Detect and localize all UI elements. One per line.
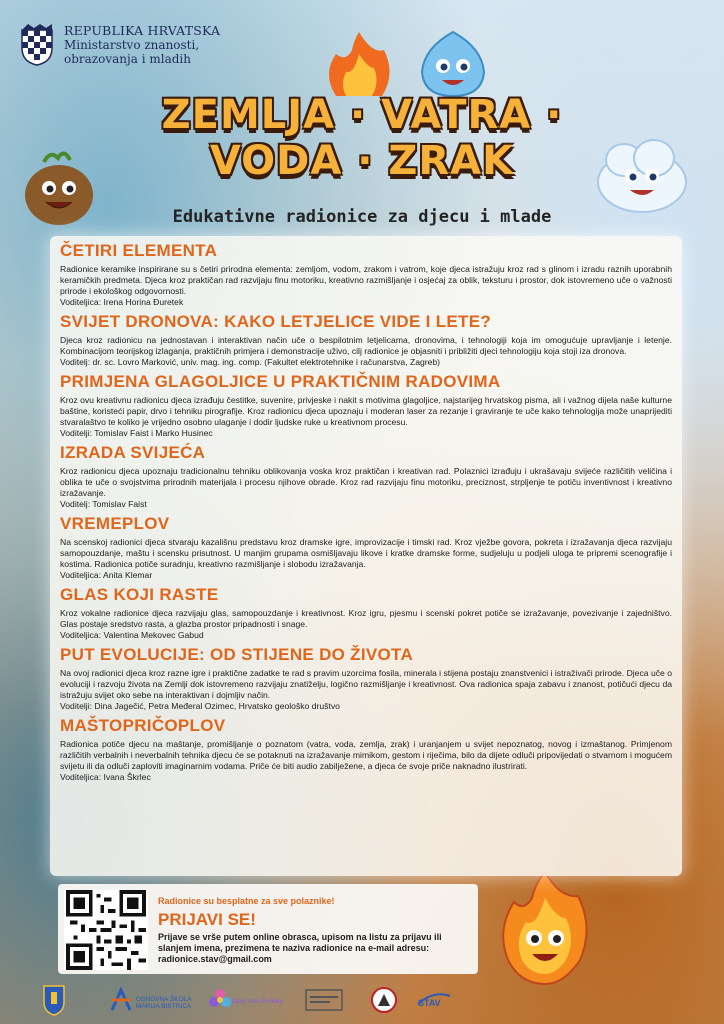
ministry-name <box>64 24 220 66</box>
workshop-description: Na scenskoj radionici djeca stvaraju kazališnu predstavu kroz dramske igre, improvizacije i timski rad. Kroz vježbe govora, pokreta i izražavanja djeca razvijaju samopouzdanje, maštu i scensku prisutnost. U manjim grupama osmišljavaju likove i kratke dramske forme, sudjeluju u podjeli uloga te pripremi scenografije i kostima. Radionica potiče suradnju, kreativno razmišljanje i slobodu izražavanja. <box>60 537 672 569</box>
registration-box <box>58 884 478 974</box>
workshop-description: Kroz ovu kreativnu radionicu djeca izrađuju čestitke, suvenire, privjeske i nakit s motivima glagoljice, najstarijeg hrvatskog pisma, ali i važnog dijela naše kulturne baštine, koristeći papir, drvo i tehniku pirografije. Kroz radionicu djeca upoznaju i moderan laser za rezanje i graviranje te uče kako tehnologija može unaprijediti stvaralaštvo te koliko je vrijedno osobno ulaganje i dodir ljudske ruke u kreativnom procesu. <box>60 395 672 427</box>
workshop-section <box>60 311 672 368</box>
workshop-section <box>60 371 672 439</box>
school-name-line-1: OSNOVNA ŠKOLA <box>136 996 192 1003</box>
ministry-line-2: Ministarstvo znanosti, <box>64 38 200 52</box>
workshop-section <box>60 240 672 308</box>
workshop-description: Djeca kroz radionicu na jednostavan i interaktivan način uče o bespilotnim letjelicama, dronovima, i tehnologiji koja im omogućuje upravljanje i letenje. Kombinacijom teorijskog izlaganja, praktičnih primjera i demonstracije uživo, cilj radionice je objasniti i približiti djeci tehnologiju koja stoji iza dronova. <box>60 335 672 356</box>
workshop-leader: Voditeljica: Anita Klemar <box>60 570 153 580</box>
school-name-line-2: MARIJA BISTRICA <box>136 1003 192 1010</box>
workshop-section <box>60 644 672 712</box>
workshop-description: Na ovoj radionici djeca kroz razne igre i praktične zadatke te rad s pravim uzorcima fosila, minerala i stijena postaju znanstvenici i istraživači prirode. Djeca uče o evoluciji i razvoju života na Zemlji dok istovremeno razvijaju znatiželju, logično razmišljanje i kreativnost. Ova radionica spaja zabavu i znanost, potičući djecu da istražuju svijet oko sebe na interaktivan i dojmljiv način. <box>60 668 672 700</box>
workshop-description: Kroz radionicu djeca upoznaju tradicionalnu tehniku oblikovanja voska kroz praktičan i kreativan rad. Polaznici izrađuju i ukrašavaju svijeće različitih veličina i oblika te uče o svojstvima prirodnih materijala i procesu njihove obrade. Kroz rad razvijaju finu motoriku, preciznost, strpljenje te potiču inventivnost i kreativno izražavanje. <box>60 466 672 498</box>
ministry-line-1: REPUBLIKA HRVATSKA <box>64 23 221 38</box>
partner-frame-logo-icon <box>304 984 344 1016</box>
partner-logos <box>20 984 470 1020</box>
workshop-heading: MAŠTOPRIČOPLOV <box>60 716 226 735</box>
workshop-description: Radionice keramike inspirirane su s četiri prirodna elementa: zemljom, vodom, zrakom i vatrom, koje djeca istražuju kroz rad s glinom i izradu raznih uporabnih keramičkih predmeta. Djeca kroz praktičan rad razvijaju finu motoriku, kreativno razmišljanje i osjećaj za oblik, teksturu i prostor, dok istovremeno uče o važnosti prirode i ekološkog odgovornosti. <box>60 264 672 296</box>
workshop-leader: Voditeljica: Ivana Škrlec <box>60 772 151 782</box>
qr-code-icon[interactable] <box>64 890 148 970</box>
registration-info: Prijave se vrše putem online obrasca, upisom na listu za prijavu ili slanjem imena, prezimena te naziva radionice na e-mail adresu: radionice.stav@gmail.com <box>158 932 442 964</box>
workshop-heading: ČETIRI ELEMENTA <box>60 241 218 260</box>
coat-of-arms-icon <box>20 22 54 66</box>
workshop-list <box>60 240 672 786</box>
workshop-leader: Voditelji: Tomislav Faist i Marko Husinec <box>60 428 213 438</box>
workshop-heading: SVIJET DRONOVA: KAKO LETJELICE VIDE I LETE? <box>60 312 492 331</box>
workshop-heading: PUT EVOLUCIJE: OD STIJENE DO ŽIVOTA <box>60 645 414 664</box>
main-title: ZEMLJA · VATRA · VODA · ZRAK <box>161 92 563 184</box>
workshop-leader: Voditelj: dr. sc. Lovro Marković, univ. mag. ing. comp. (Fakultet elektrotehnike i računarstva, Zagreb) <box>60 357 441 367</box>
workshop-section <box>60 513 672 581</box>
ministry-line-3: obrazovanja i mladih <box>64 52 191 66</box>
workshop-heading: GLAS KOJI RASTE <box>60 585 219 604</box>
workshop-leader: Voditeljica: Irena Horina Đuretek <box>60 297 184 307</box>
subtitle: Edukativne radionice za djecu i mlade <box>172 207 552 227</box>
workshop-description: Radionica potiče djecu na maštanje, promišljanje o poznatom (vatra, voda, zemlja, zrak) i uranjanjem u svijet nepoznatog, novog i izmaštanog. Primjenom različitih verbalnih i neverbalnih tehnika djecu će se potaknuti na izražavanje mimikom, gestom i riječima, bilo da dijete odluči pripovijedati o stvarnom i mogućem svijetu ili da odluči zaploviti imaginarnim vodama. Priče će biti audio zabilježene, a djeca će svoje priče naknadno ilustrirati. <box>60 739 672 771</box>
title-banner <box>100 78 624 208</box>
flower-logo-icon <box>208 984 232 1016</box>
publik-name: Djeci više Publika <box>232 998 283 1005</box>
workshop-leader: Voditelj: Tomislav Faist <box>60 499 147 509</box>
municipality-crest-icon <box>42 984 66 1016</box>
stav-name: STAV <box>418 998 441 1008</box>
register-heading: PRIJAVI SE! <box>158 910 256 929</box>
workshop-section <box>60 442 672 510</box>
fire-mascot-icon <box>490 868 600 988</box>
workshop-heading: PRIMJENA GLAGOLJICE U PRAKTIČNIM RADOVIMA <box>60 372 501 391</box>
workshop-heading: VREMEPLOV <box>60 514 170 533</box>
workshop-section <box>60 584 672 641</box>
school-name <box>136 996 192 1010</box>
workshop-description: Kroz vokalne radionice djeca razvijaju glas, samopouzdanje i kreativnost. Kroz igru, pjesmu i scenski pokret potiče se izražavanje, povezivanje i zajedništvo. Glas postaje sredstvo rasta, a glazba prostor pripadnosti i snage. <box>60 608 672 629</box>
workshop-section <box>60 715 672 783</box>
school-logo-icon <box>108 984 134 1016</box>
flame-decoration-icon <box>314 30 404 100</box>
ministry-header <box>20 22 280 82</box>
workshop-leader: Voditelji: Dina Jagečić, Petra Međeral Ozimec, Hrvatsko geološko društvo <box>60 701 340 711</box>
workshop-heading: IZRADA SVIJEĆA <box>60 443 206 462</box>
geology-society-logo-icon <box>370 984 398 1016</box>
free-notice: Radionice su besplatne za sve polaznike! <box>158 896 335 906</box>
workshop-leader: Voditeljica: Valentina Mekovec Gabud <box>60 630 204 640</box>
